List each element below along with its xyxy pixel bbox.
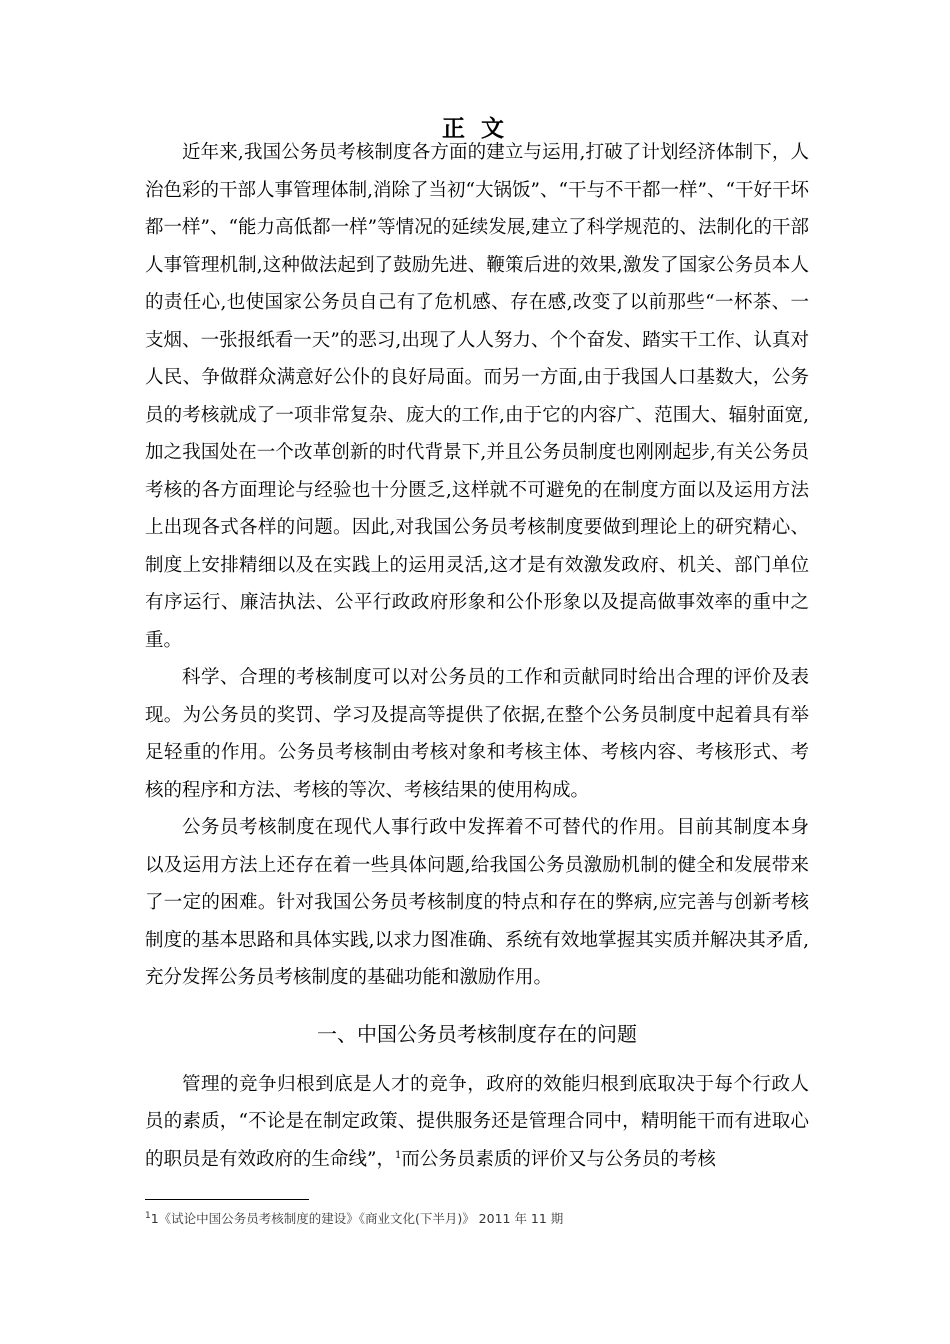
- main-text: [145, 134, 809, 1178]
- footnote-reference[interactable]: 1: [394, 1149, 402, 1161]
- page-title: 正 文: [441, 116, 508, 142]
- footnote-mark: 1: [145, 1210, 151, 1221]
- footnote-divider: [145, 1199, 309, 1200]
- section-paragraph-1: [145, 1066, 809, 1179]
- intro-paragraph-2: 科学、合理的考核制度可以对公务员的工作和贡献同时给出合理的评价及表现。为公务员的奖罚、学习及提高等提供了依据,在整个公务员制度中起着具有举足轻重的作用。公务员考核制由考核对象和考核主体、考核内容、考核形式、考核的程序和方法、考核的等次、考核结果的使用构成。: [145, 667, 809, 801]
- section-paragraph-continuation: 而公务员素质的评价又与公务员的考核: [401, 1148, 716, 1170]
- intro-paragraph-3: 公务员考核制度在现代人事行政中发挥着不可替代的作用。目前其制度本身以及运用方法上还存在着一些具体问题,给我国公务员激励机制的健全和发展带来了一定的困难。针对我国公务员考核制度的特点和存在的弊病,应完善与创新考核制度的基本思路和具体实践,以求力图准确、系统有效地掌握其实质并解决其矛盾,充分发挥公务员考核制度的基础功能和激励作用。: [145, 817, 809, 988]
- intro-paragraph-1: 近年来,我国公务员考核制度各方面的建立与运用,打破了计划经济体制下，人治色彩的干部人事管理体制,消除了当初“大锅饭”、“干与不干都一样”、“干好干坏都一样”、“能力高低都一样”等情况的延续发展,建立了科学规范的、法制化的干部人事管理机制,这种做法起到了鼓励先进、鞭策后进的效果,激发了国家公务员本人的责任心,也使国家公务员自己有了危机感、存在感,改变了以前那些“一杯茶、一支烟、一张报纸看一天”的恶习,出现了人人努力、个个奋发、踏实干工作、认真对人民、争做群众满意好公仆的良好局面。而另一方面,由于我国人口基数大，公务员的考核就成了一项非常复杂、庞大的工作,由于它的内容广、范围大、辐射面宽,加之我国处在一个改革创新的时代背景下,并且公务员制度也刚刚起步,有关公务员考核的各方面理论与经验也十分匮乏,这样就不可避免的在制度方面以及运用方法上出现各式各样的问题。因此,对我国公务员考核制度要做到理论上的研究精心、制度上安排精细以及在实践上的运用灵活,这才是有效激发政府、机关、部门单位有序运行、廉洁执法、公平行政政府形象和公仆形象以及提高做事效率的重中之重。: [145, 142, 809, 651]
- section-heading: 一、中国公务员考核制度存在的问题: [317, 1021, 637, 1046]
- footnote-text: 1《试论中国公务员考核制度的建设》《商业文化(下半月)》 2011 年 11 期: [150, 1211, 564, 1226]
- section-paragraph-text: 管理的竞争归根到底是人才的竞争，政府的效能归根到底取决于每个行政人员的素质，“不论是在制定政策、提供服务还是管理合同中，精明能干而有进取心的职员是有效政府的生命线”，: [145, 1073, 809, 1170]
- footnote: [145, 1210, 563, 1228]
